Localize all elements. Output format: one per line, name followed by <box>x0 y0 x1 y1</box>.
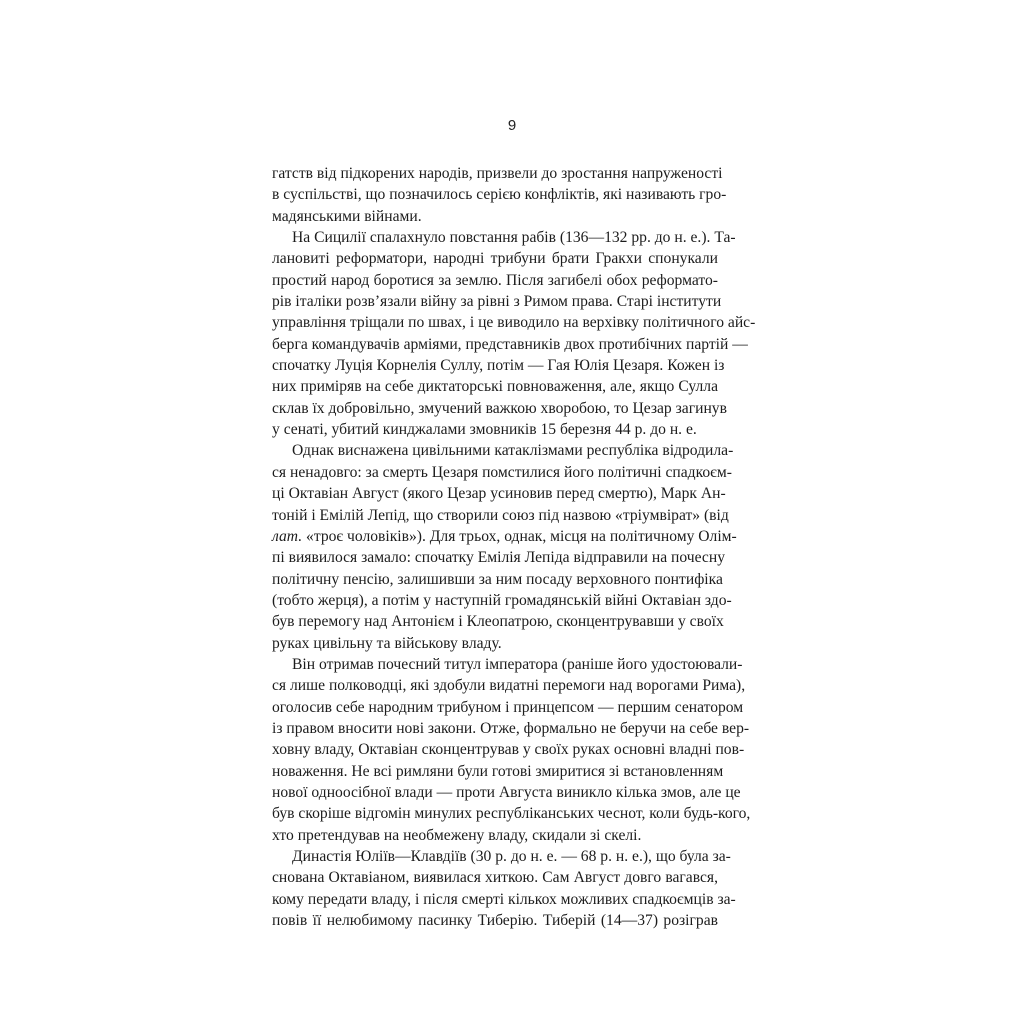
text-line: них приміряв на себе диктаторські повноваження, але, якщо Сулла <box>272 378 718 396</box>
text-line: у сенаті, убитий кинджалами змовників 15 березня 44 р. до н. е. <box>272 421 697 439</box>
page-number: 9 <box>507 117 517 134</box>
text-line: простий народ боротися за землю. Після загибелі обох реформато- <box>272 271 718 289</box>
text-line: гатств від підкорених народів, призвели до зростання напруженості <box>272 165 723 182</box>
paragraph-5 <box>272 846 736 931</box>
paragraph-1 <box>272 163 727 227</box>
text-line: пі виявилося замало: спочатку Емілія Лепіда відправили на почесну <box>272 549 725 567</box>
text-line: руках цивільну та військову владу. <box>272 634 502 652</box>
text-line: тоній і Емілій Лепід, що створили союз під назвою «тріумвірат» (від <box>272 506 729 524</box>
text-line: був скоріше відгомін минулих республіканських чеснот, коли будь-кого, <box>272 805 751 823</box>
text-line: ховну владу, Октавіан сконцентрував у своїх руках основні владні пов- <box>272 741 745 759</box>
text-line: із правом вносити нові закони. Отже, формально не беручи на себе вер- <box>272 719 750 737</box>
text-line: ся лише полководці, які здобули видатні перемоги над ворогами Рима), <box>272 677 746 695</box>
text-line: берга командувачів арміями, представників двох протибічних партій — <box>272 335 748 353</box>
text-line-with-italic: лат. «троє чоловіків»). Для трьох, однак, місця на політичному Олім- <box>272 527 737 545</box>
text-line: снована Октавіаном, виявилася хиткою. Сам Август довго вагався, <box>272 869 718 887</box>
text-line: хто претендував на необмежену владу, скидали зі скелі. <box>272 826 642 844</box>
text-line: Однак виснажена цивільними катаклізмами республіка відродила- <box>292 442 734 460</box>
paragraph-2 <box>272 227 756 440</box>
text-line: кому передати владу, і після смерті кількох можливих спадкоємців за- <box>272 890 736 908</box>
text-line: мадянськими війнами. <box>272 207 422 225</box>
text-line: був перемогу над Антонієм і Клеопатрою, сконцентрувавши у своїх <box>272 613 724 631</box>
text-line: Він отримав почесний титул імператора (раніше його удостоювали- <box>292 655 743 673</box>
text-line: На Сицилії спалахнуло повстання рабів (136—132 рр. до н. е.). Та- <box>292 229 736 247</box>
text-line: повів її нелюбимому пасинку Тиберію. Тиберій (14—37) розіграв <box>272 912 718 930</box>
text-line: спочатку Луція Корнелія Суллу, потім — Гая Юлія Цезаря. Кожен із <box>272 357 725 375</box>
text-line: в суспільстві, що позначилось серією конфліктів, які називають гро- <box>272 186 727 204</box>
text-line: ся ненадовго: за смерть Цезаря помстилися його політичні спадкоєм- <box>272 463 732 481</box>
text-line: лановиті реформатори, народні трибуни брати Гракхи спонукали <box>272 250 718 268</box>
text-line: управління тріщали по швах, і це виводило на верхівку політичного айс- <box>272 314 756 332</box>
text-line: склав їх добровільно, змучений важкою хворобою, то Цезар загинув <box>272 399 727 417</box>
text-line: (тобто жерця), а потім у наступній громадянській війні Октавіан здо- <box>272 591 732 609</box>
text-line: Династія Юліїв—Клавдіїв (30 р. до н. е. — 68 р. н. е.), що була за- <box>292 848 731 865</box>
paragraph-3 <box>272 440 737 653</box>
text-line: новаження. Не всі римляни були готові змиритися зі встановленням <box>272 762 724 780</box>
latin-abbreviation: лат. <box>272 527 303 545</box>
text-line: ці Октавіан Август (якого Цезар усиновив перед смертю), Марк Ан- <box>272 485 726 503</box>
text-line: оголосив себе народним трибуном і принцепсом — першим сенатором <box>272 698 744 716</box>
text-line: рів італіки розв’язали війну за рівні з Римом права. Старі інститути <box>272 293 722 311</box>
text-line: політичну пенсію, залишивши за ним посаду верховного понтифіка <box>272 570 723 588</box>
body-text <box>272 163 756 931</box>
paragraph-4 <box>272 654 751 846</box>
text-line: нової одноосібної влади — проти Августа виникло кілька змов, але це <box>272 783 741 801</box>
